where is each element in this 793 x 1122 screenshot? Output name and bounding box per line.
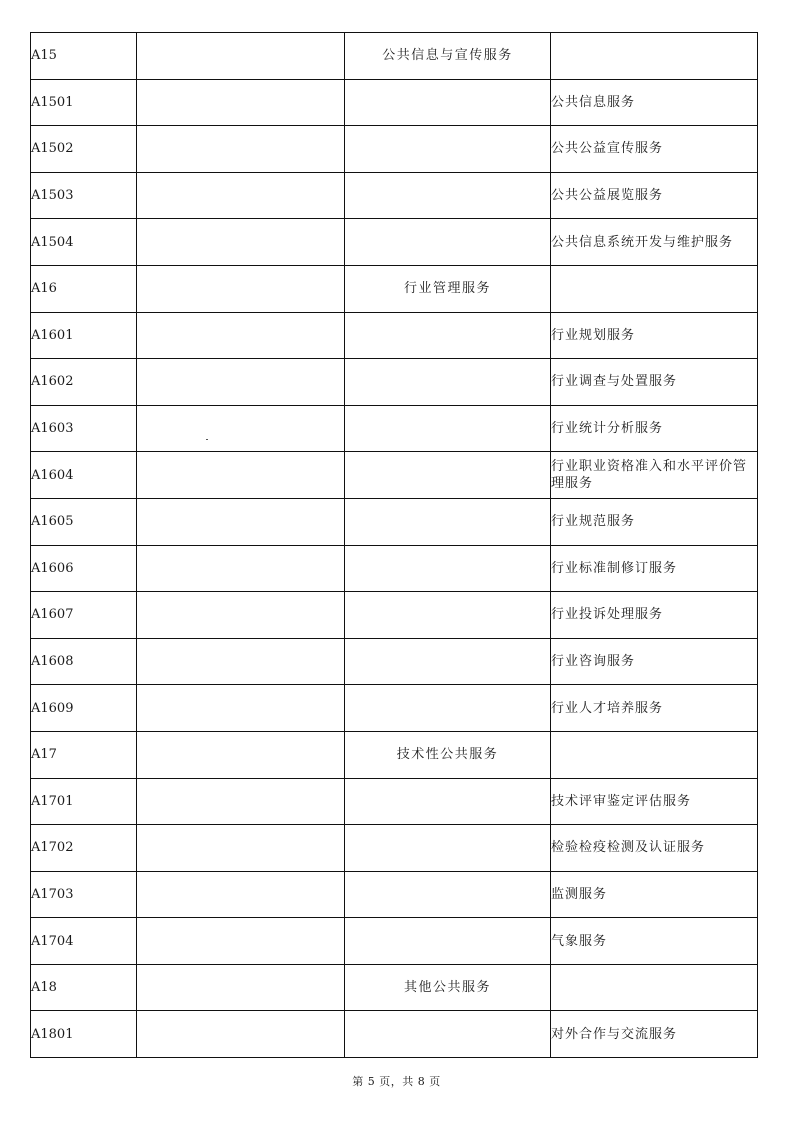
blank-cell	[137, 452, 345, 499]
category-name-cell	[345, 545, 551, 592]
category-name-cell	[345, 825, 551, 872]
subcategory-row	[31, 452, 758, 499]
blank-cell	[137, 405, 345, 452]
code-cell: A1701	[31, 778, 137, 825]
blank-cell	[137, 778, 345, 825]
code-cell: A1702	[31, 825, 137, 872]
subcategory-name-cell: 公共公益展览服务	[551, 172, 758, 219]
blank-cell	[137, 1011, 345, 1058]
code-cell: A1606	[31, 545, 137, 592]
category-name-cell	[345, 964, 551, 1011]
code-cell: A1604	[31, 452, 137, 499]
category-name: 公共信息与宣传服务	[382, 48, 513, 64]
subcategory-name-cell: 行业规范服务	[551, 498, 758, 545]
blank-cell	[137, 219, 345, 266]
code-cell: A16	[31, 265, 137, 312]
subcategory-row	[31, 312, 758, 359]
code-cell: A1501	[31, 79, 137, 126]
subcategory-name-cell: 行业咨询服务	[551, 638, 758, 685]
subcategory-name-cell: 行业统计分析服务	[551, 405, 758, 452]
category-name-cell	[345, 265, 551, 312]
blank-cell	[137, 592, 345, 639]
category-row	[31, 33, 758, 80]
category-name-cell	[345, 172, 551, 219]
subcategory-row	[31, 871, 758, 918]
subcategory-name-cell: 行业标准制修订服务	[551, 545, 758, 592]
category-name-cell	[345, 731, 551, 778]
subcategory-row	[31, 592, 758, 639]
subcategory-row	[31, 405, 758, 452]
subcategory-row	[31, 778, 758, 825]
category-name-cell	[345, 79, 551, 126]
blank-cell	[137, 359, 345, 406]
code-cell: A1801	[31, 1011, 137, 1058]
subcategory-name-cell: 行业职业资格准入和水平评价管理服务	[551, 452, 758, 499]
blank-cell	[137, 685, 345, 732]
category-name: 技术性公共服务	[396, 747, 499, 763]
subcategory-name-cell: 行业调查与处置服务	[551, 359, 758, 406]
subcategory-name-cell: 气象服务	[551, 918, 758, 965]
subcategory-name-cell: 行业规划服务	[551, 312, 758, 359]
scan-speck	[206, 439, 208, 440]
subcategory-name-cell: 公共信息系统开发与维护服务	[551, 219, 758, 266]
subcategory-name-cell: 监测服务	[551, 871, 758, 918]
subcategory-name-cell: 技术评审鉴定评估服务	[551, 778, 758, 825]
blank-cell	[137, 172, 345, 219]
code-cell: A18	[31, 964, 137, 1011]
code-cell: A1603	[31, 405, 137, 452]
subcategory-row	[31, 1011, 758, 1058]
blank-cell	[137, 825, 345, 872]
code-cell: A1704	[31, 918, 137, 965]
category-name-cell	[345, 405, 551, 452]
category-name-cell	[345, 918, 551, 965]
blank-cell	[137, 638, 345, 685]
subcategory-row	[31, 825, 758, 872]
subcategory-row	[31, 79, 758, 126]
subcategory-name-cell: 对外合作与交流服务	[551, 1011, 758, 1058]
service-catalog-table	[30, 32, 758, 1058]
subcategory-name-cell	[551, 33, 758, 80]
code-cell: A15	[31, 33, 137, 80]
subcategory-name-cell: 检验检疫检测及认证服务	[551, 825, 758, 872]
subcategory-name-cell	[551, 265, 758, 312]
blank-cell	[137, 731, 345, 778]
subcategory-row	[31, 918, 758, 965]
code-cell: A1504	[31, 219, 137, 266]
blank-cell	[137, 126, 345, 173]
subcategory-row	[31, 219, 758, 266]
subcategory-row	[31, 172, 758, 219]
subcategory-name-cell: 行业人才培养服务	[551, 685, 758, 732]
blank-cell	[137, 964, 345, 1011]
category-name: 行业管理服务	[403, 281, 491, 297]
subcategory-row	[31, 685, 758, 732]
blank-cell	[137, 918, 345, 965]
category-name-cell	[345, 498, 551, 545]
category-name-cell	[345, 685, 551, 732]
code-cell: A1703	[31, 871, 137, 918]
category-name-cell	[345, 638, 551, 685]
code-cell: A1607	[31, 592, 137, 639]
blank-cell	[137, 265, 345, 312]
subcategory-row	[31, 359, 758, 406]
blank-cell	[137, 545, 345, 592]
category-name-cell	[345, 126, 551, 173]
category-name-cell	[345, 33, 551, 80]
subcategory-row	[31, 498, 758, 545]
code-cell: A17	[31, 731, 137, 778]
code-cell: A1605	[31, 498, 137, 545]
category-name-cell	[345, 452, 551, 499]
subcategory-name-cell	[551, 731, 758, 778]
category-row	[31, 265, 758, 312]
code-cell: A1608	[31, 638, 137, 685]
blank-cell	[137, 79, 345, 126]
category-row	[31, 964, 758, 1011]
subcategory-row	[31, 545, 758, 592]
subcategory-name-cell: 公共信息服务	[551, 79, 758, 126]
category-name-cell	[345, 592, 551, 639]
category-name-cell	[345, 778, 551, 825]
category-name: 其他公共服务	[403, 980, 491, 996]
code-cell: A1601	[31, 312, 137, 359]
category-name-cell	[345, 219, 551, 266]
category-name-cell	[345, 1011, 551, 1058]
page-footer: 第 5 页，共 8 页	[352, 1075, 441, 1088]
code-cell: A1602	[31, 359, 137, 406]
subcategory-name-cell: 公共公益宣传服务	[551, 126, 758, 173]
blank-cell	[137, 312, 345, 359]
code-cell: A1609	[31, 685, 137, 732]
subcategory-row	[31, 638, 758, 685]
subcategory-name-cell	[551, 964, 758, 1011]
subcategory-row	[31, 126, 758, 173]
category-name-cell	[345, 359, 551, 406]
blank-cell	[137, 33, 345, 80]
subcategory-name-cell: 行业投诉处理服务	[551, 592, 758, 639]
category-row	[31, 731, 758, 778]
catalog-table-body	[31, 33, 758, 1058]
blank-cell	[137, 498, 345, 545]
category-name-cell	[345, 312, 551, 359]
category-name-cell	[345, 871, 551, 918]
blank-cell	[137, 871, 345, 918]
code-cell: A1502	[31, 126, 137, 173]
code-cell: A1503	[31, 172, 137, 219]
